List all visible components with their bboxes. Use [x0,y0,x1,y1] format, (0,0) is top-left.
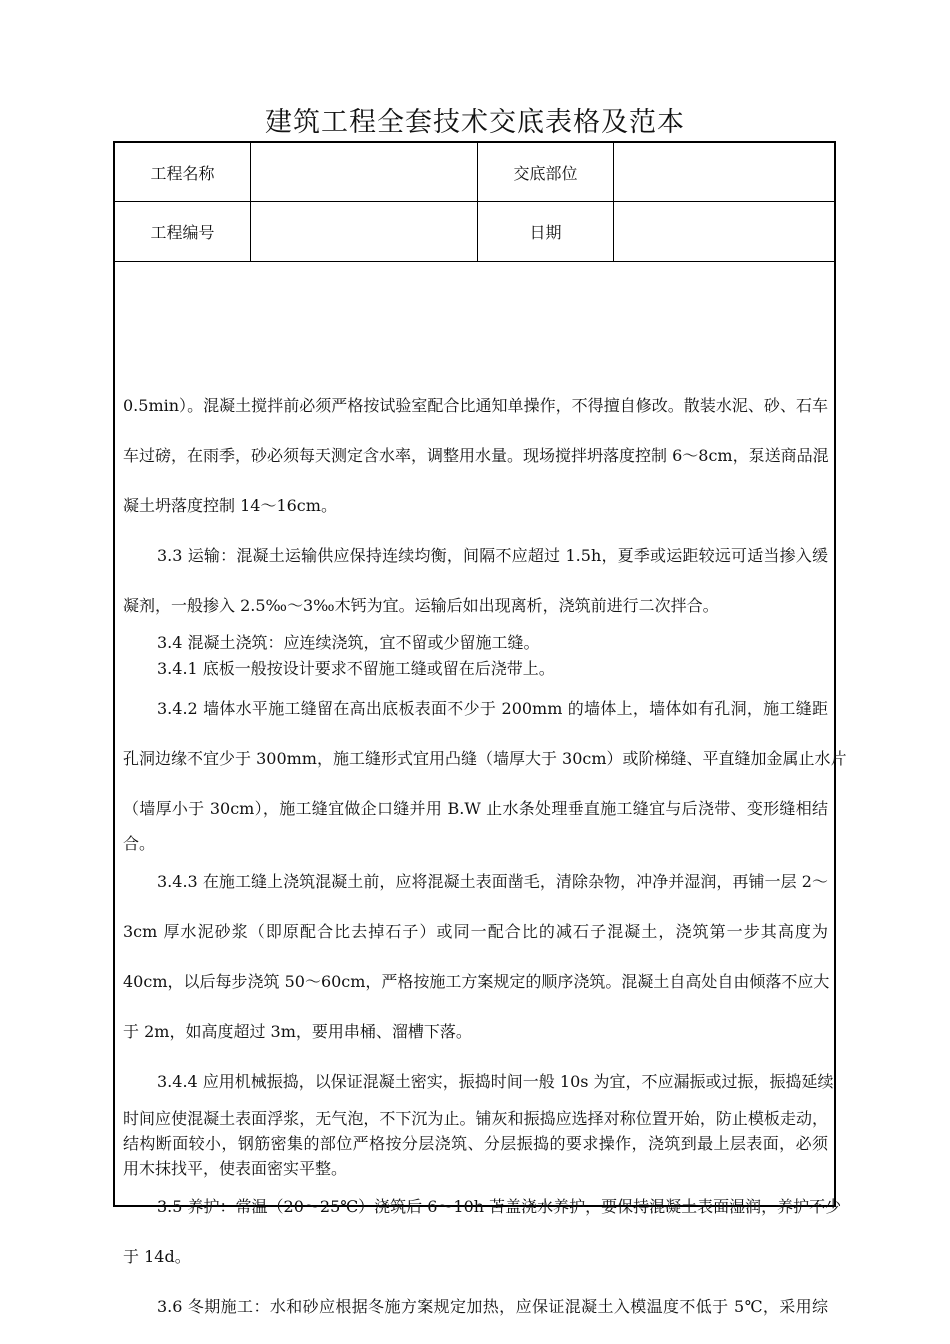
text-line: 3.4.2 墙体水平施工缝留在高出底板表面不少于 200mm 的墙体上，墙体如有孔洞，施工缝距 [157,699,828,718]
text-line: 3.4.3 在施工缝上浇筑混凝土前，应将混凝土表面凿毛，清除杂物，冲净并湿润，再铺一层 2～ [157,872,828,891]
text-line: 3.4 混凝土浇筑：应连续浇筑，宜不留或少留施工缝。 [157,633,540,652]
text-line: 3.6 冬期施工：水和砂应根据冬施方案规定加热，应保证混凝土入模温度不低于 5℃，采用综 [157,1297,828,1316]
header-row-1 [115,143,834,202]
text-line: 凝剂，一般掺入 2.5‰～3‰木钙为宜。运输后如出现离析，浇筑前进行二次拌合。 [123,596,719,615]
text-line: 合。 [123,834,156,853]
project-no-label: 工程编号 [150,223,215,242]
text-line: 于 14d。 [123,1247,191,1266]
text-line: 3.5 养护：常温（20～25℃）浇筑后 6～10h 苫盖浇水养护，要保持混凝土表面湿润，养护不少 [157,1197,842,1216]
text-line: 于 2m，如高度超过 3m，要用串桶、溜槽下落。 [123,1022,472,1041]
location-label: 交底部位 [477,143,613,201]
project-name-label: 工程名称 [150,163,215,183]
text-line: 孔洞边缘不宜少于 300mm，施工缝形式宜用凸缝（墙厚大于 30cm）或阶梯缝、平直缝加金属止水片 [123,749,847,768]
location-field[interactable] [613,143,836,201]
header-row-2 [115,202,834,262]
project-name-field[interactable] [250,143,477,201]
page-title: 建筑工程全套技术交底表格及范本 [265,107,685,138]
text-line: 3.4.4 应用机械振捣，以保证混凝土密实，振捣时间一般 10s 为宜，不应漏振或过振，振捣延续 [157,1072,834,1091]
text-line: 3.4.1 底板一般按设计要求不留施工缝或留在后浇带上。 [157,659,555,678]
text-line: 0.5min）。混凝土搅拌前必须严格按试验室配合比通知单操作，不得擅自修改。散装水泥、砂、石车 [123,396,828,415]
text-line: 3.3 运输：混凝土运输供应保持连续均衡，间隔不应超过 1.5h，夏季或运距较远可适当掺入缓 [157,546,828,565]
text-line: 40cm，以后每步浇筑 50～60cm，严格按施工方案规定的顺序浇筑。混凝土自高处自由倾落不应大 [123,972,830,991]
text-line: 3cm 厚水泥砂浆（即原配合比去掉石子）或同一配合比的减石子混凝土，浇筑第一步其高度为 [123,922,828,941]
date-label: 日期 [477,202,613,261]
disclosure-form [113,141,847,1316]
text-line: 凝土坍落度控制 14～16cm。 [123,496,337,515]
project-no-field[interactable] [250,202,477,261]
text-line: （墙厚小于 30cm），施工缝宜做企口缝并用 B.W 止水条处理垂直施工缝宜与后浇带、变形缝相结 [123,799,828,818]
text-line: 车过磅，在雨季，砂必须每天测定含水率，调整用水量。现场搅拌坍落度控制 6～8cm，泵送商品混 [123,446,829,465]
text-line: 结构断面较小，钢筋密集的部位严格按分层浇筑、分层振捣的要求操作，浇筑到最上层表面，必须 [123,1134,828,1153]
text-line: 用木抹找平，使表面密实平整。 [123,1159,348,1178]
date-field[interactable] [613,202,836,261]
text-line: 时间应使混凝土表面浮浆，无气泡，不下沉为止。铺灰和振捣应选择对称位置开始，防止模板走动， [123,1109,828,1128]
